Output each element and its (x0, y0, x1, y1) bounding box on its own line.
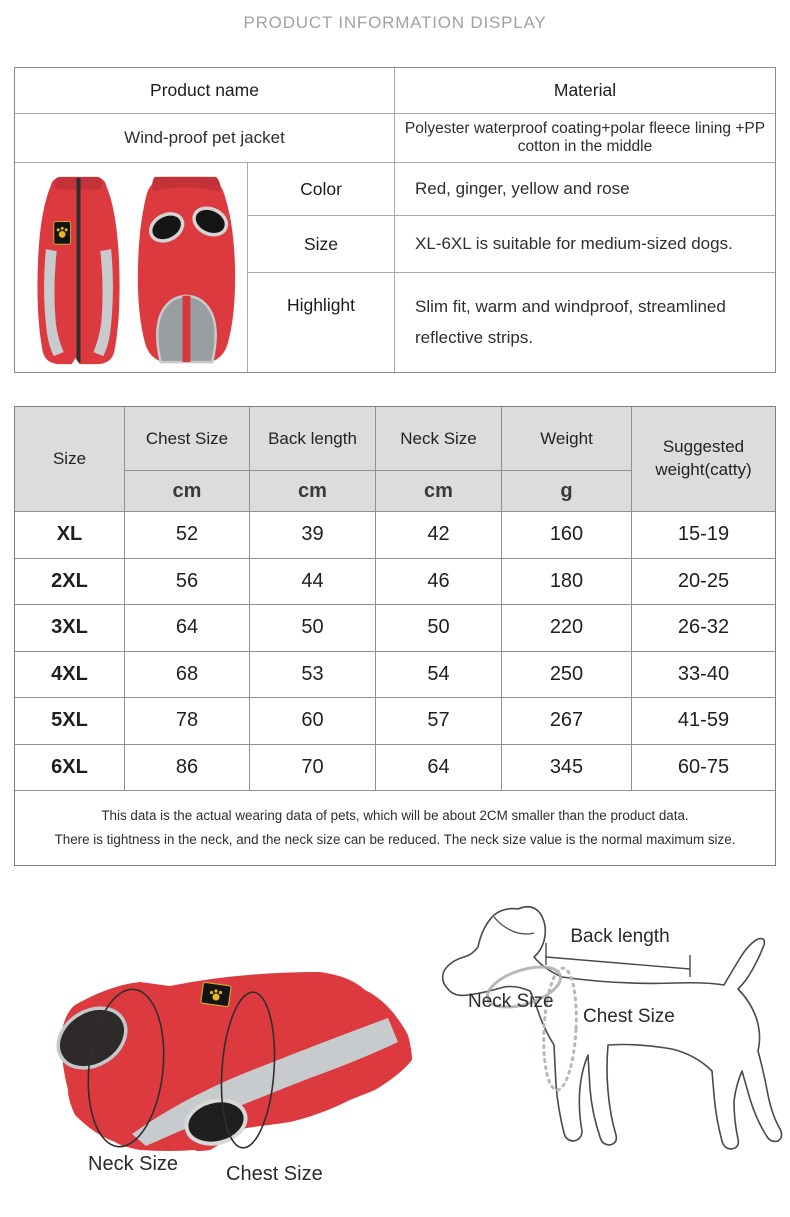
note-line-1: This data is the actual wearing data of pets, which will be about 2CM smaller than the product data. (101, 808, 689, 823)
col-header-chest: Chest Size (125, 407, 250, 470)
product-name-header: Product name (15, 68, 395, 113)
chest-cell: 78 (125, 698, 250, 744)
chest-cell: 64 (125, 605, 250, 651)
jacket-neck-size-label: Neck Size (88, 1153, 179, 1175)
chest-cell: 68 (125, 652, 250, 698)
unit-chest: cm (125, 470, 250, 511)
unit-weight: g (502, 470, 632, 511)
table-row (15, 651, 775, 698)
suggested-cell: 15-19 (677, 523, 730, 546)
size-cell: 2XL (15, 559, 125, 605)
product-name-value: Wind-proof pet jacket (15, 114, 395, 162)
size-cell: 6XL (15, 745, 125, 791)
size-label: Size (248, 216, 395, 273)
table-row (15, 511, 775, 558)
neck-cell: 50 (376, 605, 502, 651)
highlight-label: Highlight (248, 273, 395, 372)
unit-neck: cm (376, 470, 502, 511)
chest-cell: 52 (125, 512, 250, 558)
back-cell: 60 (250, 698, 376, 744)
col-header-neck: Neck Size (376, 407, 502, 470)
neck-cell: 46 (376, 559, 502, 605)
product-photo (15, 163, 248, 372)
size-cell: 4XL (15, 652, 125, 698)
note-line-2: There is tightness in the neck, and the neck size can be reduced. The neck size value is the normal maximum size. (54, 832, 736, 848)
neck-cell: 57 (376, 698, 502, 744)
back-cell: 50 (250, 605, 376, 651)
jacket-chest-size-label: Chest Size (226, 1163, 323, 1185)
weight-cell: 345 (502, 745, 632, 791)
col-header-weight: Weight (502, 407, 632, 470)
size-cell: XL (15, 512, 125, 558)
col-header-size: Size (15, 407, 125, 511)
size-value: XL-6XL is suitable for medium-sized dogs. (395, 216, 775, 273)
dog-chest-size-label: Chest Size (583, 1006, 675, 1027)
product-info-table (14, 67, 776, 373)
size-chart-note (15, 790, 775, 865)
back-cell: 53 (250, 652, 376, 698)
lining-red-strip (182, 296, 190, 362)
jacket-side-view-image (20, 950, 420, 1195)
suggested-cell: 33-40 (677, 662, 730, 685)
table-row (15, 697, 775, 744)
size-chart-header (15, 407, 775, 511)
dog-neck-size-label: Neck Size (468, 991, 554, 1012)
neck-cell: 64 (376, 745, 502, 791)
chest-cell: 56 (125, 559, 250, 605)
info-header-row (15, 68, 775, 114)
weight-cell: 267 (502, 698, 632, 744)
neck-cell: 42 (376, 512, 502, 558)
weight-cell: 220 (502, 605, 632, 651)
weight-cell: 180 (502, 559, 632, 605)
material-value: Polyester waterproof coating+polar fleece lining +PP cotton in the middle (404, 119, 766, 155)
weight-cell: 160 (502, 512, 632, 558)
unit-back: cm (250, 470, 376, 511)
col-header-suggested: Suggested weight(catty) (655, 437, 752, 479)
size-cell: 5XL (15, 698, 125, 744)
col-header-back: Back length (250, 407, 376, 470)
back-cell: 70 (250, 745, 376, 791)
zipper (76, 178, 80, 362)
page-title: PRODUCT INFORMATION DISPLAY (243, 13, 547, 32)
highlight-value: Slim fit, warm and windproof, streamlined reflective strips. (415, 296, 726, 347)
size-chart-table (14, 406, 776, 866)
size-cell: 3XL (15, 605, 125, 651)
suggested-cell: 60-75 (677, 755, 730, 778)
suggested-cell: 26-32 (677, 616, 730, 639)
table-row (15, 744, 775, 791)
color-value: Red, ginger, yellow and rose (395, 163, 775, 216)
weight-cell: 250 (502, 652, 632, 698)
neck-cell: 54 (376, 652, 502, 698)
info-value-row (15, 114, 775, 163)
material-header: Material (553, 80, 617, 100)
back-length-label: Back length (570, 926, 670, 947)
chest-cell: 86 (125, 745, 250, 791)
paw-label-icon (53, 221, 70, 244)
back-cell: 44 (250, 559, 376, 605)
back-cell: 39 (250, 512, 376, 558)
paw-label-icon (201, 982, 232, 1007)
pet-jacket-image (16, 164, 247, 371)
suggested-cell: 20-25 (677, 569, 730, 592)
table-row (15, 558, 775, 605)
info-detail-rows (15, 163, 775, 372)
color-label: Color (248, 163, 395, 216)
table-row (15, 604, 775, 651)
suggested-cell: 41-59 (677, 709, 730, 732)
